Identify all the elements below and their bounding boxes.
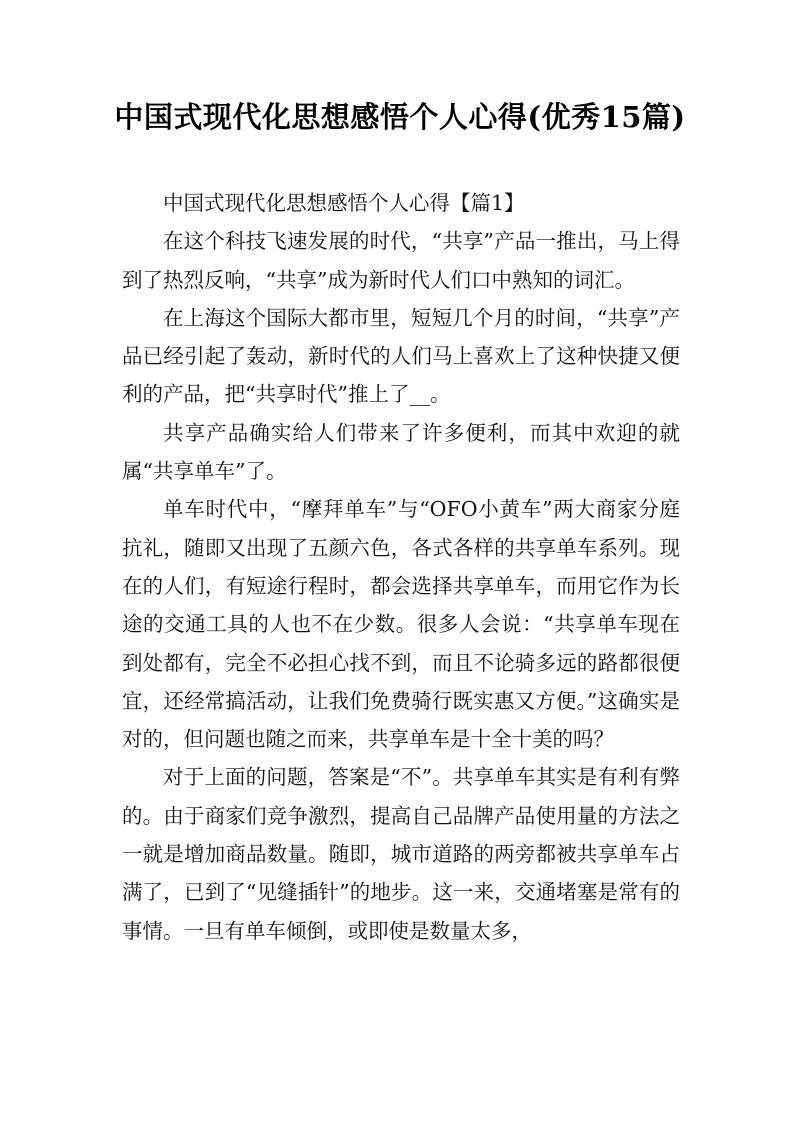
body-paragraph: 单车时代中，“摩拜单车”与“OFO小黄车”两大商家分庭抗礼，随即又出现了五颜六色，各式各样的共享单车系列。现在的人们，有短途行程时，都会选择共享单车，而用它作为长途的交通工具的人也不在少数。很多人会说：“共享单车现在到处都有，完全不必担心找不到，而且不论骑多远的路都很便宜，还经常搞活动，让我们免费骑行既实惠又方便。”这确实是对的，但问题也随之而来，共享单车是十全十美的吗？ [122,497,680,752]
body-paragraph: 在上海这个国际大都市里，短短几个月的时间，“共享”产品已经引起了轰动，新时代的人们马上喜欢上了这种快捷又便利的产品，把“共享时代”推上了__。 [122,305,680,407]
document-body [122,184,680,950]
body-paragraph: 对于上面的问题，答案是“不”。共享单车其实是有利有弊的。由于商家们竞争激烈，提高自己品牌产品使用量的方法之一就是增加商品数量。随即，城市道路的两旁都被共享单车占满了，已到了“见缝插针”的地步。这一来，交通堵塞是常有的事情。一旦有单车倾倒，或即使是数量太多， [122,765,680,943]
body-paragraph: 共享产品确实给人们带来了许多便利，而其中欢迎的就属“共享单车”了。 [122,420,680,484]
document-title: 中国式现代化思想感悟个人心得(优秀15篇) [114,100,686,134]
section-heading: 中国式现代化思想感悟个人心得【篇1】 [163,191,525,215]
body-paragraph: 在这个科技飞速发展的时代，“共享”产品一推出，马上得到了热烈反响，“共享”成为新时代人们口中熟知的词汇。 [122,229,680,292]
